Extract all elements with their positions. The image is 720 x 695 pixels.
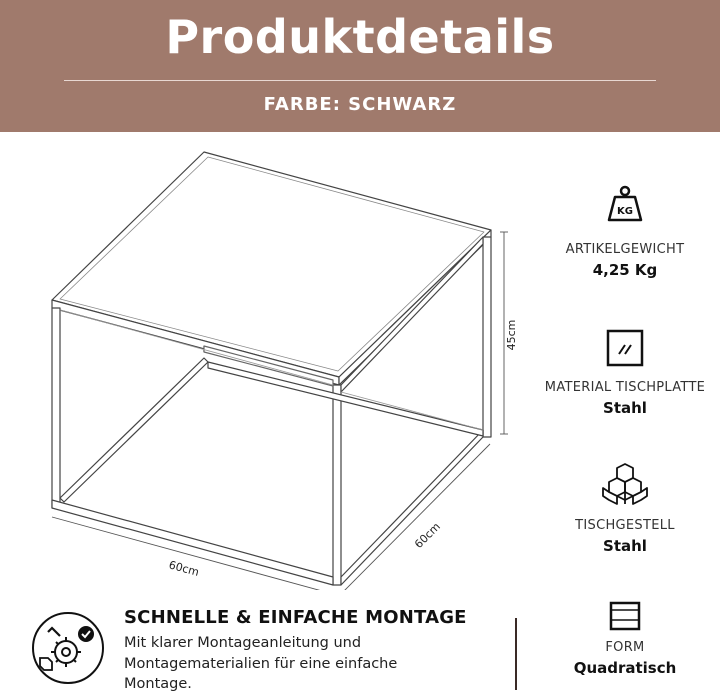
weight-icon [605,184,645,224]
assembly-title: SCHNELLE & EINFACHE MONTAGE [124,607,467,628]
banner-divider [64,80,656,81]
square-shape-icon [608,600,642,632]
spec-frame [530,462,720,555]
color-subtitle: FARBE: SCHWARZ [263,94,457,115]
spec-weight-value: 4,25 Kg [592,261,658,279]
spec-frame-value: Stahl [603,537,647,555]
spec-weight [530,184,720,279]
leg-front-left [52,308,60,508]
spec-shape [530,600,720,677]
spec-shape-value: Quadratisch [573,659,677,677]
svg-text:KG: KG [617,206,633,217]
width-dimension-label: 60cm [167,558,201,579]
leg-back-right [483,237,491,437]
spec-shape-label: FORM [605,640,645,655]
frame-cubes-icon [602,462,648,506]
header-banner [0,0,720,132]
tabletop-material-icon [605,328,645,368]
spec-tabletop-value: Stahl [603,399,647,417]
tabletop [52,152,491,377]
leg-front-right [333,385,341,585]
spec-frame-label: TISCHGESTELL [575,518,675,533]
page-title: Produktdetails [165,10,555,64]
spec-tabletop-label: MATERIAL TISCHPLATTE [544,380,706,395]
table-illustration [40,140,530,590]
spec-tabletop-material [530,328,720,417]
spec-weight-label: ARTIKELGEWICHT [565,242,685,257]
assembly-tools-icon [30,610,106,686]
height-dimension-label: 45cm [505,319,518,351]
section-divider [515,618,517,690]
assembly-description: Mit klarer Montageanleitung und Montagematerialien für eine einfache Montage. [124,635,398,692]
depth-dimension-label: 60cm [412,520,443,551]
